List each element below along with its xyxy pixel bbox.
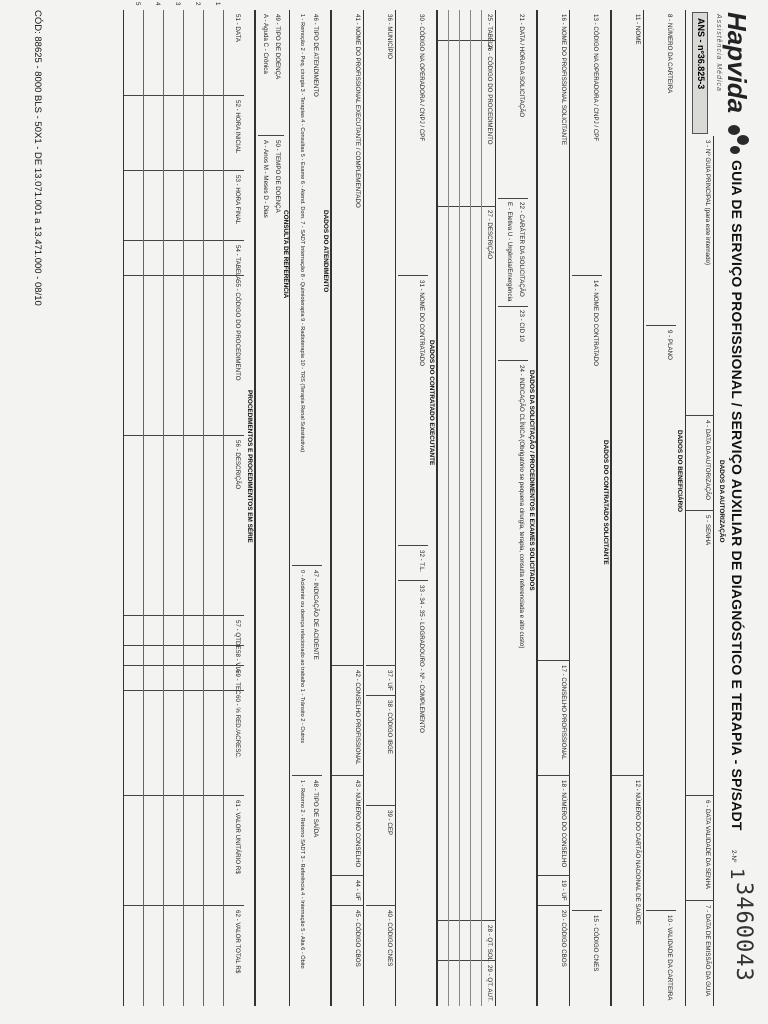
field-37-label: 37 - UF — [386, 670, 393, 691]
divider — [498, 306, 528, 307]
row-rule — [685, 10, 686, 1006]
field-50-options: A - Anos M - Meses D - Dias — [262, 140, 269, 218]
field-59-label: 59 - TEC — [234, 670, 241, 695]
field-14-label: 14 - NOME DO CONTRATADO — [592, 280, 599, 367]
divider — [572, 275, 602, 276]
divider — [124, 665, 244, 666]
divider — [332, 665, 364, 666]
section-beneficiario: DADOS DO BENEFICIÁRIO — [676, 430, 683, 513]
divider — [124, 690, 244, 691]
field-53-label: 53 - HORA FINAL — [234, 175, 241, 225]
divider — [538, 775, 570, 776]
divider — [292, 565, 322, 566]
field-29-label: 29 - QT. AUT. — [486, 965, 493, 1002]
divider — [398, 545, 428, 546]
table-row — [183, 10, 184, 1006]
row-rule — [481, 10, 482, 1006]
field-28-label: 28 - QT. SOL. — [486, 925, 493, 963]
field-41-label: 41 - NOME DO PROFISSIONAL EXECUTANTE / COMPLEMENTADO — [354, 14, 361, 208]
row-rule — [395, 10, 396, 1006]
divider — [292, 775, 322, 776]
divider — [438, 40, 496, 41]
row-number: 5 — [134, 2, 141, 6]
section-consulta: CONSULTA DE REFERÊNCIA — [282, 210, 289, 299]
field-18-label: 18 - NÚMERO DO CONSELHO — [560, 780, 567, 868]
field-25-label: 25 - TABELA — [486, 14, 493, 50]
divider — [438, 960, 496, 961]
field-30-label: 30 - CÓDIGO NA OPERADORA / CNPJ / CPF — [418, 14, 425, 142]
divider — [646, 325, 676, 326]
field-23-label: 23 - CID 10 — [518, 310, 525, 342]
divider — [332, 905, 364, 906]
paw-logo-icon — [726, 122, 752, 156]
divider — [124, 275, 244, 276]
field-36-label: 36 - MUNICÍPIO — [386, 14, 393, 60]
row-rule — [289, 10, 290, 1006]
field-17-label: 17 - CONSELHO PROFISSIONAL — [560, 665, 567, 760]
field-22-label: 22 - CARÁTER DA SOLICITAÇÃO — [518, 202, 525, 297]
row-number: 2 — [194, 2, 201, 6]
row-rule — [363, 10, 364, 1006]
field-56-label: 56 - DESCRIÇÃO — [234, 440, 241, 490]
field-48-label: 48 - TIPO DE SAÍDA — [312, 780, 319, 838]
divider — [572, 910, 602, 911]
section-solicitacao: DADOS DA SOLICITAÇÃO / PROCEDIMENTOS E EXAMES SOLICITADOS — [528, 370, 535, 591]
field-46-options: 1 - Remoção 2 - Peq. cirurgia 3 - Terapias 4 - Consultas 5 - Exame 6 - Atend. Dom. 7 - SADT Internação 8 - Quimioterapia 9 - Radioterapia 10 - TRS (Terapia Renal Substitutiva) — [299, 14, 305, 453]
row-rule — [254, 10, 256, 1006]
row-rule — [448, 10, 449, 1006]
field-38-label: 38 - CÓDIGO IBGE — [386, 700, 393, 754]
field-44-label: 44 - UF — [354, 880, 361, 901]
guide-number-prefix: 2-Nº — [730, 850, 737, 863]
table-row — [123, 10, 124, 1006]
field-9-label: 9 - PLANO — [666, 330, 673, 360]
row-rule — [436, 10, 438, 1006]
divider — [538, 660, 570, 661]
field-43-label: 43 - NÚMERO NO CONSELHO — [354, 780, 361, 868]
field-51-label: 51 - DATA — [234, 14, 241, 42]
field-42-label: 42 - CONSELHO PROFISSIONAL — [354, 670, 361, 765]
table-row — [223, 10, 224, 1006]
field-52-label: 52 - HORA INICIAL — [234, 100, 241, 154]
divider — [332, 775, 364, 776]
table-row — [143, 10, 144, 1006]
divider — [124, 905, 244, 906]
field-58-label: 58 - VIA — [234, 650, 241, 673]
row-rule — [610, 10, 612, 1006]
divider — [686, 900, 714, 901]
field-60-label: 60 - % RED./ACRESC. — [234, 695, 241, 759]
divider — [398, 580, 428, 581]
guide-number-first: 1 — [726, 868, 748, 881]
row-number: 4 — [154, 2, 161, 6]
field-45-label: 45 - CÓDIGO CBOS — [354, 910, 361, 967]
divider — [686, 415, 714, 416]
field-24-label: 24 - INDICAÇÃO CLÍNICA (Obrigatório se pequena cirurgia, terapia, consulta referenciada e alto custo) — [518, 365, 525, 649]
section-executante: DADOS DO CONTRATADO EXECUTANTE — [428, 340, 435, 466]
divider — [686, 510, 714, 511]
field-20-label: 20 - CÓDIGO CBOS — [560, 910, 567, 967]
divider — [538, 875, 570, 876]
divider — [124, 435, 244, 436]
row-number: 3 — [174, 2, 181, 6]
field-31-label: 31 - NOME DO CONTRATADO — [418, 280, 425, 367]
row-rule — [330, 10, 332, 1006]
row-rule — [713, 136, 714, 1006]
field-13-label: 13 - CÓDIGO NA OPERADORA / CNPJ / CPF — [592, 14, 599, 142]
field-47-label: 47 - INDICAÇÃO DE ACIDENTE — [312, 570, 319, 660]
divider — [332, 875, 364, 876]
divider — [398, 275, 428, 276]
sp-sadt-form — [14, 2, 756, 1010]
field-47-options: 0 - Acidente ou doença relacionado ao trabalho 1 - Trânsito 2 - Outros — [299, 570, 305, 744]
field-40-label: 40 - CÓDIGO CNES — [386, 910, 393, 967]
field-27-label: 27 - DESCRIÇÃO — [486, 210, 493, 260]
divider — [366, 665, 396, 666]
field-50-label: 50 - TEMPO DE DOENÇA — [274, 140, 281, 213]
field-4-label: 4 - DATA DA AUTORIZAÇÃO — [704, 420, 711, 501]
field-61-label: 61 - VALOR UNITÁRIO R$ — [234, 800, 241, 874]
field-32-label: 32 - T.L. — [418, 550, 425, 573]
divider — [686, 795, 714, 796]
field-48-options: 1 - Retorno 2 - Retorno SADT 3 - Referência 4 - Internação 5 - Alta 6 - Óbito — [299, 780, 305, 969]
divider — [366, 805, 396, 806]
field-22-options: E - Eletiva U - Urgência/Emergência — [506, 202, 513, 302]
guide-number: 3460043 — [731, 882, 756, 982]
row-rule — [643, 10, 644, 1006]
divider — [366, 695, 396, 696]
row-number: 1 — [214, 2, 221, 6]
field-15-label: 15 - CÓDIGO CNES — [592, 915, 599, 972]
field-8-label: 8 - NÚMERO DA CARTEIRA — [666, 14, 673, 94]
field-21-label: 21 - DATA / HORA DA SOLICITAÇÃO — [518, 14, 525, 118]
divider — [498, 360, 528, 361]
divider — [124, 170, 244, 171]
row-rule — [459, 10, 460, 1006]
field-10-label: 10 - VALIDADE DA CARTEIRA — [666, 915, 673, 1001]
section-contratado: DADOS DO CONTRATADO SOLICITANTE — [602, 440, 609, 565]
field-19-label: 19 - UF — [560, 880, 567, 901]
field-5-label: 5 - SENHA — [704, 515, 711, 546]
divider — [538, 905, 570, 906]
field-49-options: A - Aguda C - Crônica — [262, 14, 269, 74]
divider — [124, 645, 244, 646]
divider — [124, 240, 244, 241]
divider — [124, 615, 244, 616]
divider — [366, 905, 396, 906]
field-11-label: 11 - NOME — [634, 14, 641, 45]
section-autorizacao: DADOS DA AUTORIZAÇÃO — [718, 460, 725, 543]
field-3-label: 3 - Nº GUIA PRINCIPAL (para este internado) — [704, 140, 711, 266]
ans-registration: ANS - nº36.825-3 — [696, 18, 706, 90]
section-atendimento: DADOS DO ATENDIMENTO — [322, 210, 329, 293]
field-46-label: 46 - TIPO DE ATENDIMENTO — [312, 14, 319, 97]
row-rule — [536, 10, 538, 1006]
field-26-label: 26 - CÓDIGO DO PROCEDIMENTO — [486, 44, 493, 145]
divider — [646, 910, 676, 911]
divider — [438, 920, 496, 921]
row-rule — [569, 10, 570, 1006]
divider — [498, 198, 528, 199]
field-12-label: 12 - NÚMERO DO CARTÃO NACIONAL DE SAÚDE — [634, 780, 641, 925]
form-title: GUIA DE SERVIÇO PROFISSIONAL / SERVIÇO AUXILIAR DE DIAGNÓSTICO E TERAPIA - SP/SADT — [729, 160, 745, 831]
brand-logo-text: Hapvida — [722, 12, 752, 114]
divider — [124, 95, 244, 96]
field-39-label: 39 - CEP — [386, 810, 393, 836]
divider — [124, 795, 244, 796]
row-rule — [470, 10, 471, 1006]
field-6-label: 6 - DATA VALIDADE DA SENHA — [704, 800, 711, 890]
field-7-label: 7 - DATA DE EMISSÃO DA GUIA — [704, 905, 711, 997]
table-row — [203, 10, 204, 1006]
field-55-label: 55 - CÓDIGO DO PROCEDIMENTO — [234, 280, 241, 381]
field-16-label: 16 - NOME DO PROFISSIONAL SOLICITANTE — [560, 14, 567, 145]
row-rule — [495, 10, 496, 1006]
field-49-label: 49 - TIPO DE DOENÇA — [274, 14, 281, 80]
field-33-label: 33 - 34 - 35 - LOGRADOURO - Nº - COMPLEMENTO — [418, 585, 425, 733]
brand-tagline: Assistência Médica — [715, 14, 722, 92]
divider — [258, 135, 284, 136]
divider — [438, 206, 496, 207]
divider — [612, 775, 644, 776]
field-57-label: 57 - QTDE — [234, 620, 241, 650]
print-code-footer: CÓD: 88625 - 8000 BLS - 50X1 - DE 13.071.001 a 13.471.000 - 08/10 — [32, 10, 43, 306]
table-row — [163, 10, 164, 1006]
section-procedimentos: PROCEDIMENTOS E PROCEDIMENTOS EM SÉRIE — [246, 390, 253, 543]
field-54-label: 54 - TABELA — [234, 245, 241, 281]
field-62-label: 62 - VALOR TOTAL R$ — [234, 910, 241, 974]
